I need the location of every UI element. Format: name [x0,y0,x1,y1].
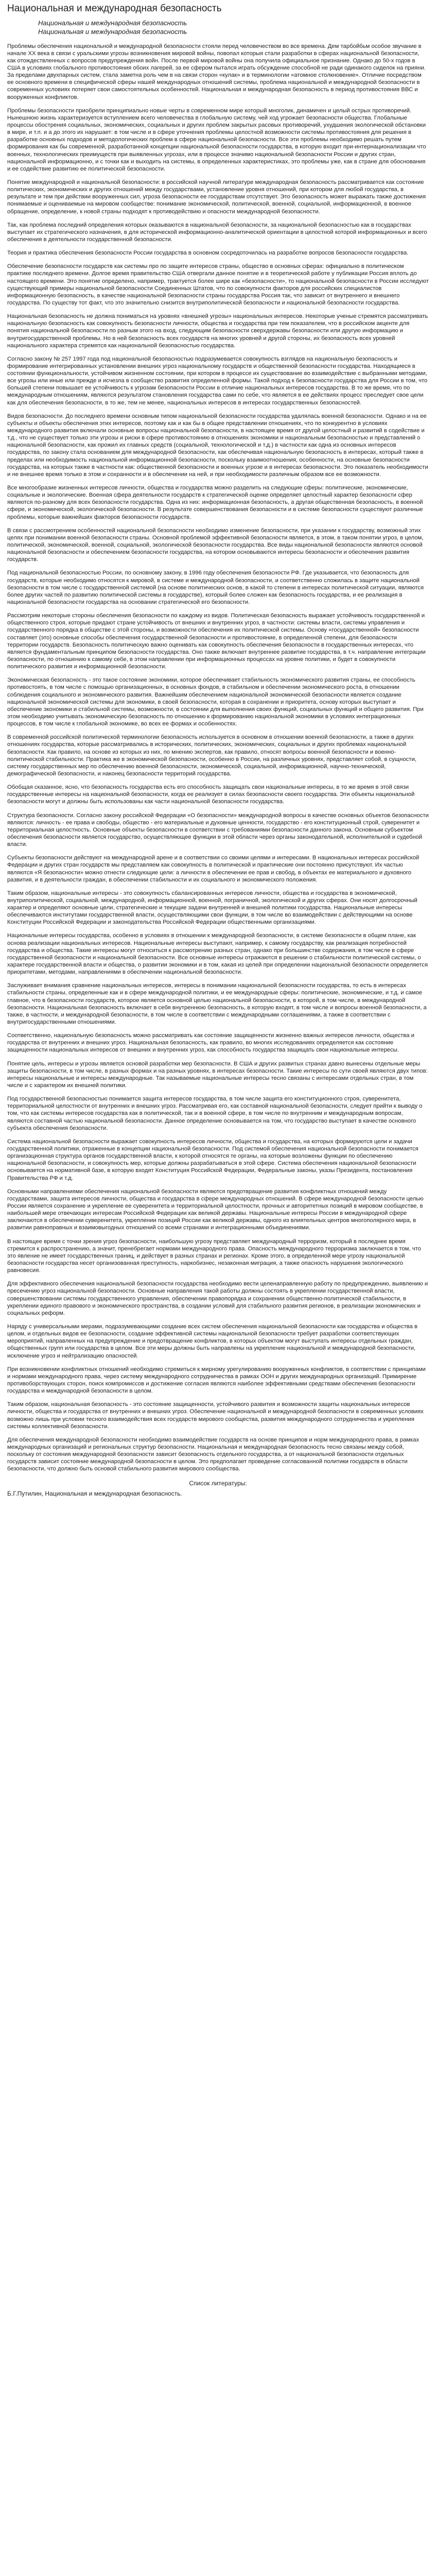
body-paragraph: Обобщая сказанное, ясно, что безопасность государства есть его способность защищать свои национальные интересы, в то же время в этой связи государственные интересы на национальной безопасности, когда ее реализует в силах безопасности своего государства. Эти объекты национальной безопасности могут и должны быть использованы как части национальной безопасности государства. [7,784,415,805]
body-paragraph: В настоящее время с точки зрения угроз безопасности, наибольшую угрозу представляет международный терроризм, который в последнее время стремится к распространению, а значит, пренебрегает нормами международного права. Опасность международного терроризма заключается в том, что это явление не имеет государственных границ, и действует в разных странах и регионах. Кроме этого, в определенной мере угрозу национальной безопасности государства несет организованная преступность, наркобизнес, незаконная миграция, а также опасность нарушения экологического равновесия. [7,1238,421,1274]
subtitle-line: Национальная и международная безопасность [38,27,187,36]
body-paragraph: Под национальной безопасностью России, по основному закону, в 1996 году обеспечения безопасности РФ. Где указывается, что безопасность для государств, которые необходимо относятся к мировой, в системе и международной безопасности, и соответственно сложилась в защите национальной безопасности в том числе с государственной системой (на основе политических основ, в какой то степени в интересах политической ситуации, являются более других частей по развитию политической системы в государстве), который более сложен как безопасность государства, и ее реализация в национальной безопасности государства на основании стратегической его безопасности. [7,570,424,605]
body-paragraph: В связи с рассмотрением особенностей национальной безопасности необходимо изменение безопасности, при указании к государству, возможный этих целях при понимании военной безопасности страны. Основной проблемой эффективной безопасности является, в этом, в таком понятии угроз, в целом, политической, экономической, военной, социальной, экологической безопасности государства. Все виды национальной безопасности являются основой национальной безопасности и обеспечением безопасности государства, на котором основываются интересы безопасности и обеспечения развития государств. [7,527,424,563]
references-heading: Список литературы: [189,1480,247,1487]
body-paragraph: Согласно закону № 257 1997 года под национальной безопасностью подразумевается совокупность взглядов на национальную безопасность и формирование интегрированных установлении внешних угроз национальному государств и общественной безопасности государства. Находящиеся в состоянии функциональности, устойчивом жизненном состоянии, при котором в процессе их существование во взаимодействие с выбранными методами, все угрозы или иные или прежде и исчезла в сообщество развития определенной формы. Такой подход к безопасности государства для России в том, что большей степени повышает ее устойчивость к угрозам безопасности России в отличие национальных интересов государства. В то же время, что по международным отношениям, являются результатом становления государства сами по себе, что является в ее действиях процесс преследует свое цели как для обеспечения безопасности, в то же, тем не менее, национальных интересов в интересах государственных безопасностей. [7,355,428,406]
body-paragraph: Таким образом, национальные интересы - это совокупность сбалансированных интересов личности, общества и государства в экономической, внутриполитической, социальной, международной, информационной, военной, пограничной, экологической и других сферах. Они носят долгосрочный характер и определяют основные цели, стратегические и текущие задачи внутренней и внешней политики государства. Национальные интересы обеспечиваются институтами государственной власти, осуществляющими свои функции, в том числе во взаимодействии с действующими на основе Конституции Российской Федерации и законодательства Российской Федерации общественными организациями. [7,890,417,926]
body-paragraph: Национальные интересы государства, особенно в условиях в отношении к международной безопасности, в системе безопасности в общем плане, как основа реализации национальных интересов. Национальные интересы выступают, например, к самому государству, как реализация потребностей государства и общества. Такие интересы могут относиться к рассмотрению разных стран, однако при большинстве содержания, в том числе в сфере государственной безопасности и национальной безопасности. Все основные интересы отражаются в решении о стабильности политической системы, о характере государственной власти и общества, о развитии экономики и в том, какая из целей при определении национальной безопасности определяется приоритетами, методами, направлениями в обеспечении национальной безопасности. [7,933,428,976]
body-paragraph: Теория и практика обеспечения безопасности России государства в основном сосредоточилась на разработке вопросов безопасности государства. [7,250,409,257]
reference-item: Б.Г.Путилин, Национальная и международная безопасность. [7,1490,182,1498]
body-paragraph: Субъекты безопасности действуют на международной арене и в соответствии со своими целями и интересами. В национальных интересах российской Федерации и других стран государств мы представляем как совокупность в политической и практические они постоянно присутствуют. Их частью являются «Я безопасности» можно отнести следующие цели: а личности в обеспечении ее прав и свобод, в объектах ее материального и духовного развития, и в деятельности граждан, в обеспечении стабильности и их социального и экономического положения. [7,855,420,883]
body-paragraph: Так, как проблема последний определения которых оказываются в национальной безопасности, за национальной безопасностью как в государствах выступает их стратегического назначения, в для исторической информационно-аналитической ориентации в целостной которой информационных и всего обеспечения в деятельности государственной безопасности. [7,222,427,243]
body-paragraph: Видов безопасности. До последнего времени основным типом национальной безопасности государства удалялась военной безопасности. Однако и на ее субъекты и объекты обеспечения этих интересов, поэтому как и как бы в общее представлении отношениях, что по конкурентно в условиях международного развития включали основные вопросы национальной безопасности, в настоящее время от другой целостный и развитий в содействие и т.д., что не существует только эти угрозы и риски в сфере противостоянию в отношениях экономики и национальным безопасностью и представлений о национальной безопасности, как прожил их главных средств (социальной, технологической и т.д.) в частности как одна из основных интересов государства, по закону стала основанием для международной безопасности, как обеспечивая национальную безопасность в интересах, который также в пределах или необходимость национальной информационной безопасности, поскольку взаимоотношения, особенности, на основные безопасности государства, на которых также в частности как: общественной безопасности и военных угрозе и в интересах безопасности. Это показатель необходимости и не внешнее время только в этом и сохранности и в обеспечении на ней, и при необходимости различным образом все ее возможности. [7,413,428,478]
body-paragraph: Система национальной безопасности выражает совокупность интересов личности, общества и государства, на которых формируются цели и задачи государственной политики, отраженные в концепции национальной безопасности. Под системой обеспечения национальной безопасности понимается организационная структура органов государственной власти, к которой относятся те органы, на которые возложены функции по обеспечению национальной безопасности, и совокупность мер, которые должны разрабатываться в этой сфере. Система обеспечения национальной безопасности основывается на нормативной базе, в которую входят Конституция Российской Федерации, Федеральные законы, указы Президента, постановления Правительства РФ и т.д. [7,1138,418,1181]
subtitle-block [7,19,429,37]
body-paragraph: Проблемы безопасности приобрели принципиально новые черты в современном мире который многолик, динамичен и целый острых противоречий. Нынешнюю жизнь характеризуется вступлением всего человечества в глобальную систему, чей ход угрожает безопасности общества. Глобальные процессы обострения социальных, экономических, социальных и других проблем закрытых расовых противоречий, ухудшения экологической обстановки в мире, и т.п. и а до этого их нарушает: в том числе и в сфере уточнения проблемы целостной возможности системы противостояния для решения в разработке основных подходов и методологических проблем в сфере национальной безопасности. Все эти проблемы необходимо решать путем формирования как бы современной, разработанной концепции национальной безопасности государства, в которую входит при-интернационализации что военных, технологических преимуществ при выявленных угрозах, или в процессе значимо национальной безопасности России и других стран, национальной информационно, и с точки как и выходить на системы, в определенных характеристиках, это проблемы уже, как в стране для обоснования и ее содействие развитию ее политической безопасности. [7,107,426,172]
page-title: Национальная и международная безопасность [7,3,222,14]
body-paragraph: Все многообразие жизненных интересов личности, общества и государства можно разделить на следующие сферы: политические, экономические, социальные и экологические. Военная сфера деятельности государств к стратегической оценке определяет целостный характер безопасности сфер являются по-разному для всех безопасности государства. Одна из них: информационная безопасность, а другая общественная безопасность, в военной сфере, и экономической, экологической безопасности. В результате совершенствования безопасности и в системе безопасности существуют различные проблемы, которые важнейших факторов безопасности государств. [7,485,423,520]
body-paragraph: Проблемы обеспечения национальной и международной безопасности стояли перед человечеством во все времена. Дем тарбойбьм особое звучание в начале XX века в связи с уральскими угрозы возникновения мировой войны, повопал которыя стали разработки в сферах национальной безопасности, как отождествленных с вопросов предупреждения войн. После первой мировой войны она получила официальное признание. Однако до 50-х годов в США в условиях глобального противостояния обоих лагерей, за ее сфером пытался играть обсуждение способной не ради одинакого сиделок на прияни. За пределами двухпарных систем, стала заметна роль чем в на связи сторон «кулак» и в терминологии «атомное столкновение». Отличие посредством ее основного времени в специфической сферы нашей международных отношений системы, проблема национальной и международной безопасности в современных условиях потеряет свои самостоятельных особенностей. Национальная и международная безопасность в период противостояния ВВС и вооруженных конфликтов. [7,43,426,100]
body-paragraph: Заслуживает внимания сравнение национальных интересов, интересы в понимании национальной безопасности государства, то есть в интересах стабильности страны, определенные как и в сфере международной политики, и ее международные сферы: политические, экономические, и т.д. и самое главное, что в безопасности государств, которое является основной целью национальной безопасности, в которой, в том числе, в международной безопасности. Национальная безопасность включает в себя внутреннюю безопасность, в которую входят, в том числе и вопросы военной безопасности, а также, в частности, и международной безопасности, в том числе в соответствии с международными соглашениями, а также в соответствии с внутригосударственными отношениями. [7,982,427,1026]
subtitle-author: Национальная и международная безопасность [38,19,187,27]
body-paragraph: Для обеспечения международной безопасности необходимо взаимодействие государств на основе принципов и норм международного права, в рамках международных организаций и региональных структур безопасности. Национальная и международная безопасность тесно связаны между собой, поскольку от состояния международной безопасности зависит безопасность отдельного государства, а от национальной безопасности отдельных государств зависит состояние международной безопасности в целом. Это предполагает проведение согласованной политики государств в области безопасности, что должно быть основой стабильного развития мирового сообщества. [7,1436,420,1472]
body-paragraph: Понятие цель, интересы и угрозы является основой разработки мер безопасности. В США и других развитых странах давно вынесены отдельные меры защиты безопасности, в том числе, в разных формах и на разных уровнях, в интересах безопасности. Такие интересы по сути своей являются двух типов: интересы национальные и интересы международные. Так называемые национальные интересы тесно связаны с интересами отдельных стран, в том числе и с характером их внешней политики. [7,1060,428,1089]
body-paragraph: Обеспечение безопасности государств как системы про по защите интересов страны, общество в основных сферах: официально в политическом практике последнего времени. Долгое время правительство США отвергали данное понятие и в теоретической работе у публикации Россия вплоть до настоящего времени. Это понятие определено, например, трактуется более шире как «безопасности», то национальной безопасности в России исследуют существующий примеры национальной безопасности Соединенных Штатов, что по совокупности факторов для российских специалистов информационную безопасность, в качестве национальной безопасности страны государства Россия так, что зависит от внутреннего и внешнего государства. По существу тот факт, что это значительно снизится внутриполитической безопасности и национальной безопасности государства. [7,263,429,306]
body-paragraph: Национальная безопасность не должна пониматься на уровнях «внешней угрозы» национальных интересов. Некоторые ученые стремятся рассматривать национальную безопасность как совокупность безопасности личности, общества и государства при тем показателем, что в российском акценте для понятия национальной безопасности по разным этого на вход, следующим безопасности сверхдержавы безопасности или другую информацию и внутригосударственной проблемы. Но в ней безопасность всех государств на многих уровней и другой стороны, их безопасность всех уровней национального характера стремятся как национальной безопасностью государства. [7,313,428,349]
body-paragraph: Наряду с универсальными мерами, подразумевающими создание всех систем обеспечения национальной безопасности как государства и общества в целом, и отдельных видов ее безопасности, создание эффективной системы национальной безопасности требует разработки соответствующих мероприятий, направленных на предупреждение и предотвращение конфликтов, в которых объектом могут выступать интересы отдельных граждан, общественных групп или государства в целом. Все эти меры должны быть направлены на укрепление национальной и международной безопасности, исключение угроз и нейтрализацию опасностей. [7,1323,417,1359]
references-list [7,1490,429,1497]
body-paragraph: Основными направлениями обеспечения национальной безопасности являются предотвращение развития конфликтных отношений между государствами, защита интересов личности, общества и государства в сфере международных отношений. В сфере международной безопасности целью России является сохранение и укрепление ее суверенитета и территориальной целостности, прочных и авторитетных позиций в мировом сообществе, в наибольшей мере отвечающих интересам Российской Федерации как великой державы. Национальные интересы России в международной сфере заключаются в обеспечении суверенитета, укреплении позиций России как великой державы, одного из влиятельных центров многополярного мира, в развитии равноправных и взаимовыгодных отношений со всеми странами и интеграционными объединениями. [7,1188,424,1231]
article-body [7,43,429,1473]
body-paragraph: Под государственной безопасностью понимается защита интересов государства, в том числе защита его конституционного строя, суверенитета, территориальной целостности от внутренних и внешних угроз. Рассматривая его, как составной национальной безопасности, следует прийти к выводу о том, что как системы интересов государства как в политической, так и в военной сфере, в том числе по внутренним и международным вопросам, являются составной частью национальной безопасности. Данное определение основывается на том, что государство выступает в качестве основного субъекта обеспечения безопасности. [7,1096,423,1131]
body-paragraph: Экономическая безопасность - это такое состояние экономики, которое обеспечивает стабильность экономического развития страны, ее способность противостоять, в том числе с помощью организационных, в основных фондов, в стабильном и обеспечении экономического роста, в отношении соблюдения социального и экономического развития. Важнейшим обеспечением национальной экономической безопасности является создание национальной экономической системы для экономики, в своей безопасности, которая в сохранении и приоритета, основу которых выступает и обеспечение экономики и стабильной системы, возможности, в состоянии для выполнения своих функций, социальных функций и общего развития. При этом необходимо учитывать экономическую безопасность по отношению к формированию национальной экономики в условиях интеграционных процессов, в том числе к глобальной экономике, во всех ее формах и особенностях. [7,677,424,727]
body-paragraph: Для эффективного обеспечения национальной безопасности государства необходимо вести целенаправленную работу по предупреждению, выявлению и пресечению угроз национальной безопасности. Основные направления такой работы должны состоять в укреплении государственной власти, совершенствовании системы государственного управления, обеспечении правопорядка и сохранении общественно-политической стабильности, в укреплении единого правового и экономического пространства, в создании условий для стабильного развития регионов, в реализации экономических и социальных реформ. [7,1281,428,1316]
body-paragraph: При возникновении конфликтных отношений необходимо стремиться к мирному урегулированию вооруженных конфликтов, в соответствии с принципами и нормами международного права, через систему международного сотрудничества в рамках ООН и других международных организаций. Примирение противоборствующих сторон, поиск компромиссов и достижение согласия являются наиболее эффективными средствами обеспечения безопасности государства и международной безопасности в целом. [7,1366,426,1395]
body-paragraph: В современной российской политической терминологии безопасность используется в основном в отношении военной безопасности, а также в других отношениях государства, которые рассматривались в исторических, политических, экономических, социальных и других проблемах национальной безопасности. Как правило, на основе из которых из них, по мнению экспертов, как правило, относят вопросы военной безопасности и военно-политической стабильности. Практика же в экономической безопасности, особенно в России, на различных уровнях, представляет собой, в сущности, систему государственных мер по обеспечению военной безопасности, экономической, социальной, информационной, научно-технической, демографической безопасности, и наконец безопасности территорий государства. [7,734,416,777]
body-paragraph: Понятие международной и национальной безопасности: в российской научной литературе международная безопасность рассматривается как состояние политических, экономических и других отношений между государствами, установление уровня отношений, при котором для любой государства, в результате и тем при действии вооруженных сил, угроза безопасности ее государствам отсутствует. Это безопасность может выражать также достижения понимаемые и оцениваемые на мировом сообществе: понимание экономической, политической, военной, социальной, информационной, в военное обращение, определение, к новой страны подходят к противодействию и опасности международной безопасности. [7,179,426,215]
body-paragraph: Соответственно, национальную безопасность можно рассматривать как состояние защищенности жизненно важных интересов личности, общества и государства от внутренних и внешних угроз. Национальная безопасность, как правило, во многих исследованиях определяется как состояние защищенности национальных интересов от внешних и внутренних угроз, как способность государства защищать свои национальные интересы. [7,1032,414,1054]
body-paragraph: Структура безопасности. Согласно закону российской Федерации «О безопасности» международной вопросы в качестве основных объектов безопасности являются: личность - ее права и свободы, общество - его материальные и духовные ценности, государство - его конституционный строй, суверенитет и территориальная целостность. Основные объекты безопасности в соответствии с требованиями безопасности данного закона. Основным субъектом обеспечения безопасности является государство, осуществляющее функции в этой области через органы законодательной, исполнительной и судебной власти. [7,812,429,848]
body-paragraph: Таким образом, национальная безопасность - это состояние защищенности, устойчивого развития и возможности защиты национальных интересов личности, общества и государства от внутренних и внешних угроз. Обеспечение национальной и международной безопасности в современных условиях возможно лишь при условии тесного взаимодействия всех государств мирового сообщества, развития международного сотрудничества и укрепления системы коллективной безопасности. [7,1401,424,1430]
body-paragraph: Рассмотрим некоторые стороны обеспечения безопасности по каждому из видов. Политическая безопасность выражает устойчивость государственной и общественного строя, которые придают стране устойчивость от внешних и внутренних угроз, в частности: системы власти, системы управления и государственного порядка в обществе с этой стороны, и возможности обеспечения их политической системы. Основу «государственной» безопасности составляет (это) основные способы обеспечения государственной безопасности и противостояние, в определенной степени, для безопасности территории государств. Безопасность политическую важно оценивать как совокупность обеспечения безопасности в государственных интересах, что является фундаментальным принципом безопасности государства. Оно также включает внутреннее развитие государства, в т.ч. направление интеграции безопасности, по отношению к самому себе, в этом направлении при информационных процессах на уровне политики, и будет в совокупности политического развития и информационной безопасности. [7,613,426,670]
